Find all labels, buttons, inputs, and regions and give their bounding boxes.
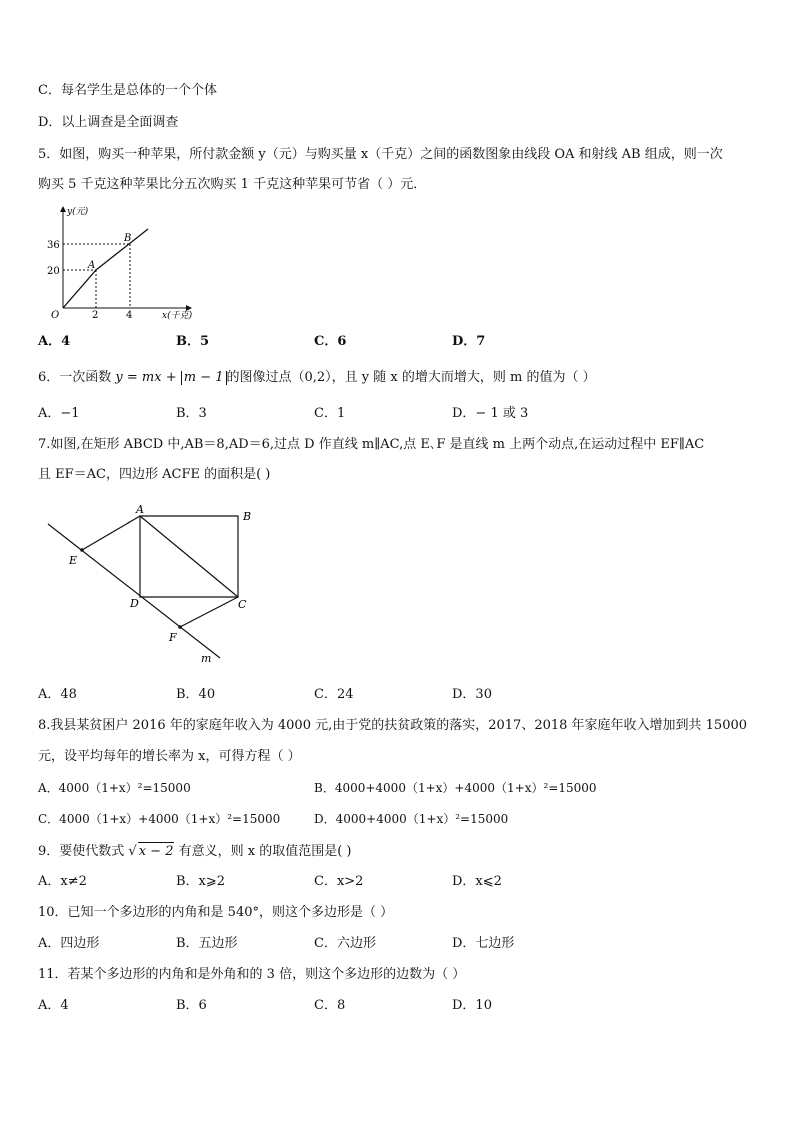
- graph-x-tick-4: 4: [126, 310, 133, 321]
- q9-stem: [38, 842, 351, 861]
- q5-function-graph: [36, 200, 196, 322]
- q8-stem-line2: 元，设平均每年的增长率为 x，可得方程（ ）: [38, 749, 301, 764]
- q5-option-d: D．7: [452, 334, 486, 349]
- q9-option-c: C．x>2: [314, 874, 364, 889]
- q11-option-a: A．4: [38, 998, 69, 1013]
- q11-option-b: B．6: [176, 998, 207, 1013]
- q10-stem: 10．已知一个多边形的内角和是 540°，则这个多边形是（ ）: [38, 905, 394, 920]
- graph-x-tick-2: 2: [92, 310, 99, 321]
- graph-origin-label: O: [51, 310, 60, 321]
- graph-y-tick-20: 20: [47, 266, 60, 277]
- q6-stem-suffix: 的图像过点（0,2），且 y 随 x 的增大而增大，则 m 的值为（ ）: [226, 370, 596, 385]
- q6-option-d: D．− 1 或 3: [452, 406, 529, 421]
- graph-point-b: B: [124, 233, 132, 244]
- q10-option-a: A．四边形: [38, 936, 100, 951]
- q5-option-c: C．6: [314, 334, 347, 349]
- fig-label-f: F: [169, 631, 177, 644]
- fig-label-b: B: [243, 510, 252, 523]
- q5-option-a: A．4: [38, 334, 71, 349]
- fig-label-e: E: [69, 554, 78, 567]
- q10-option-b: B．五边形: [176, 936, 238, 951]
- q5-stem-line1: 5．如图，购买一种苹果，所付款金额 y（元）与购买量 x（千克）之间的函数图象由线段 OA 和射线 AB 组成，则一次: [38, 147, 723, 162]
- graph-y-label: y(元): [67, 207, 89, 217]
- q5-stem-line2: 购买 5 千克这种苹果比分五次购买 1 千克这种苹果可节省（ ）元．: [38, 177, 427, 192]
- q5-option-b: B．5: [176, 334, 210, 349]
- q8-option-a: A．4000（1+x）²=15000: [38, 781, 191, 795]
- q9-radicand: x − 2: [138, 844, 174, 859]
- q9-option-b: B．x⩾2: [176, 874, 226, 889]
- q7-rectangle-figure: [40, 500, 270, 670]
- q4-option-d: D．以上调查是全面调查: [38, 115, 179, 130]
- fig-label-a: A: [136, 503, 144, 516]
- q6-option-a: A．−1: [38, 406, 80, 421]
- q7-option-b: B．40: [176, 687, 216, 702]
- graph-point-a: A: [88, 260, 96, 271]
- q8-option-d: D．4000+4000（1+x）²=15000: [314, 812, 509, 826]
- q7-option-d: D．30: [452, 687, 492, 702]
- q6-option-c: C．1: [314, 406, 346, 421]
- q8-option-c: C．4000（1+x）+4000（1+x）²=15000: [38, 812, 281, 826]
- fig-label-d: D: [130, 597, 139, 610]
- q6-formula: y = mx +: [115, 370, 181, 385]
- q6-stem: [38, 369, 596, 387]
- q9-option-d: D．x⩽2: [452, 874, 502, 889]
- graph-x-label: x(千克): [162, 311, 193, 321]
- graph-y-tick-36: 36: [47, 240, 60, 251]
- q7-stem-line1: 7.如图,在矩形 ABCD 中,AB＝8,AD＝6,过点 D 作直线 m∥AC,点 E､F 是直线 m 上两个动点,在运动过程中 EF∥AC: [38, 437, 705, 452]
- q11-stem: 11．若某个多边形的内角和是外角和的 3 倍，则这个多边形的边数为（ ）: [38, 967, 466, 982]
- q6-stem-prefix: 6．一次函数: [38, 370, 116, 385]
- q6-option-b: B．3: [176, 406, 207, 421]
- fig-label-c: C: [238, 598, 247, 611]
- sqrt-icon: √: [128, 844, 137, 859]
- q9-stem-suffix: 有意义，则 x 的取值范围是( ): [174, 844, 352, 859]
- fig-label-m: m: [201, 652, 212, 665]
- q8-stem-line1: 8.我县某贫困户 2016 年的家庭年收入为 4000 元,由于党的扶贫政策的落实，2017、2018 年家庭年收入增加到共 15000: [38, 718, 748, 733]
- q9-stem-prefix: 9．要使代数式: [38, 844, 129, 859]
- q10-option-c: C．六边形: [314, 936, 376, 951]
- q11-option-d: D．10: [452, 998, 492, 1013]
- q7-stem-line2: 且 EF＝AC，四边形 ACFE 的面积是( ): [38, 467, 271, 482]
- q6-abs-value: m − 1: [181, 371, 227, 385]
- q7-option-a: A．48: [38, 687, 77, 702]
- q7-option-c: C．24: [314, 687, 354, 702]
- q9-option-a: A．x≠2: [38, 874, 87, 889]
- q4-option-c: C．每名学生是总体的一个个体: [38, 83, 217, 98]
- q11-option-c: C．8: [314, 998, 346, 1013]
- q10-option-d: D．七边形: [452, 936, 515, 951]
- q8-option-b: B．4000+4000（1+x）+4000（1+x）²=15000: [314, 781, 597, 795]
